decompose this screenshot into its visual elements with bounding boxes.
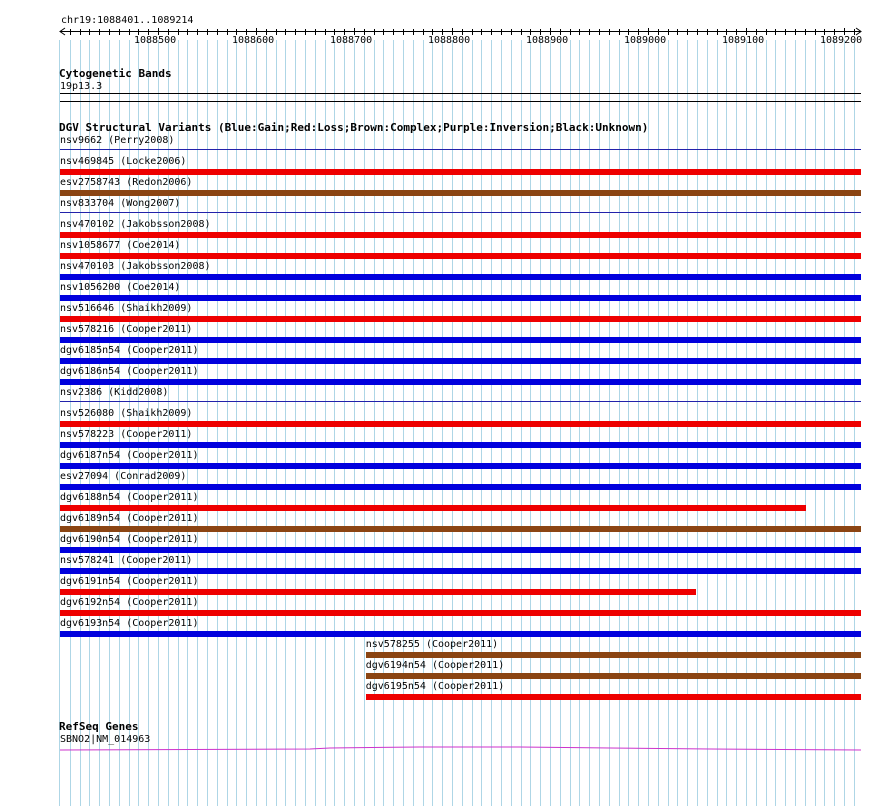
variant-label[interactable]: dgv6191n54 (Cooper2011): [60, 576, 199, 587]
variant-bar-complex: [366, 652, 861, 658]
variant-label[interactable]: dgv6185n54 (Cooper2011): [60, 345, 199, 356]
variant-bar-gain: [60, 484, 861, 490]
ruler-tick-label: 1089100: [722, 35, 765, 46]
variant-bar-loss: [60, 610, 861, 616]
refseq-gene-label: SBNO2|NM_014963: [60, 734, 151, 745]
variant-label[interactable]: nsv1056200 (Coe2014): [60, 282, 181, 293]
variant-label[interactable]: dgv6187n54 (Cooper2011): [60, 450, 199, 461]
variant-label[interactable]: nsv526080 (Shaikh2009): [60, 408, 193, 419]
variant-label[interactable]: nsv516646 (Shaikh2009): [60, 303, 193, 314]
variant-label[interactable]: esv2758743 (Redon2006): [60, 177, 193, 188]
variant-bar-gain: [60, 379, 861, 385]
variant-label[interactable]: esv27094 (Conrad2009): [60, 471, 187, 482]
variant-bar-gain: [60, 463, 861, 469]
variant-label[interactable]: dgv6192n54 (Cooper2011): [60, 597, 199, 608]
variant-label[interactable]: nsv578241 (Cooper2011): [60, 555, 193, 566]
ruler-tick-label: 1088700: [330, 35, 373, 46]
variant-bar-complex: [60, 526, 861, 532]
variant-bar-complex: [366, 673, 861, 679]
ruler-tick-label: 1088500: [134, 35, 177, 46]
variant-label[interactable]: nsv578255 (Cooper2011): [365, 639, 499, 650]
variant-bar-gain: [60, 568, 861, 574]
variant-bar-loss: [60, 505, 806, 511]
variant-bar-loss: [366, 694, 861, 700]
ruler-range-label: chr19:1088401..1089214: [61, 15, 194, 26]
variant-label[interactable]: nsv9662 (Perry2008): [60, 135, 175, 146]
ruler-tick-label: 1089000: [624, 35, 667, 46]
variant-bar-gain: [60, 631, 861, 637]
variant-bar-complex: [60, 190, 861, 196]
variant-label[interactable]: nsv1058677 (Coe2014): [60, 240, 181, 251]
variant-label[interactable]: nsv578216 (Cooper2011): [60, 324, 193, 335]
variant-bar-gain: [60, 358, 861, 364]
variant-bar-gain: [60, 274, 861, 280]
refseq-track-title: RefSeq Genes: [59, 720, 139, 733]
ruler-tick-label: 1088900: [526, 35, 569, 46]
variant-label[interactable]: nsv578223 (Cooper2011): [60, 429, 193, 440]
variant-bar-loss: [60, 169, 861, 175]
variant-bar-gain: [60, 295, 861, 301]
variant-label[interactable]: dgv6195n54 (Cooper2011): [365, 681, 505, 692]
variant-label[interactable]: dgv6194n54 (Cooper2011): [365, 660, 505, 671]
variant-bar-loss: [60, 316, 861, 322]
variant-label[interactable]: nsv2386 (Kidd2008): [60, 387, 169, 398]
ruler-tick-label: 1089200: [820, 35, 863, 46]
dgv-track-title: DGV Structural Variants (Blue:Gain;Red:Loss;Brown:Complex;Purple:Inversion;Black:Unknown): [59, 121, 649, 134]
variant-label[interactable]: nsv470103 (Jakobsson2008): [60, 261, 211, 272]
variant-label[interactable]: dgv6188n54 (Cooper2011): [60, 492, 199, 503]
variant-bar-loss: [60, 253, 861, 259]
ruler-tick-label: 1088600: [232, 35, 275, 46]
variant-label[interactable]: dgv6193n54 (Cooper2011): [60, 618, 199, 629]
variant-label[interactable]: dgv6189n54 (Cooper2011): [60, 513, 199, 524]
variant-label[interactable]: dgv6190n54 (Cooper2011): [60, 534, 199, 545]
variant-label[interactable]: nsv470102 (Jakobsson2008): [60, 219, 211, 230]
cytoband-label: 19p13.3: [60, 81, 103, 92]
cytoband-track-title: Cytogenetic Bands: [59, 67, 172, 80]
variant-bar-gain: [60, 337, 861, 343]
variant-bar-loss: [60, 232, 861, 238]
variant-label[interactable]: nsv833704 (Wong2007): [60, 198, 181, 209]
variant-label[interactable]: dgv6186n54 (Cooper2011): [60, 366, 199, 377]
variant-label[interactable]: nsv469845 (Locke2006): [60, 156, 187, 167]
variant-bar-loss: [60, 421, 861, 427]
ruler-tick-label: 1088800: [428, 35, 471, 46]
variant-bar-loss: [60, 589, 696, 595]
variant-bar-gain: [60, 442, 861, 448]
refseq-gene-line: [60, 747, 861, 750]
variant-bar-gain: [60, 547, 861, 553]
